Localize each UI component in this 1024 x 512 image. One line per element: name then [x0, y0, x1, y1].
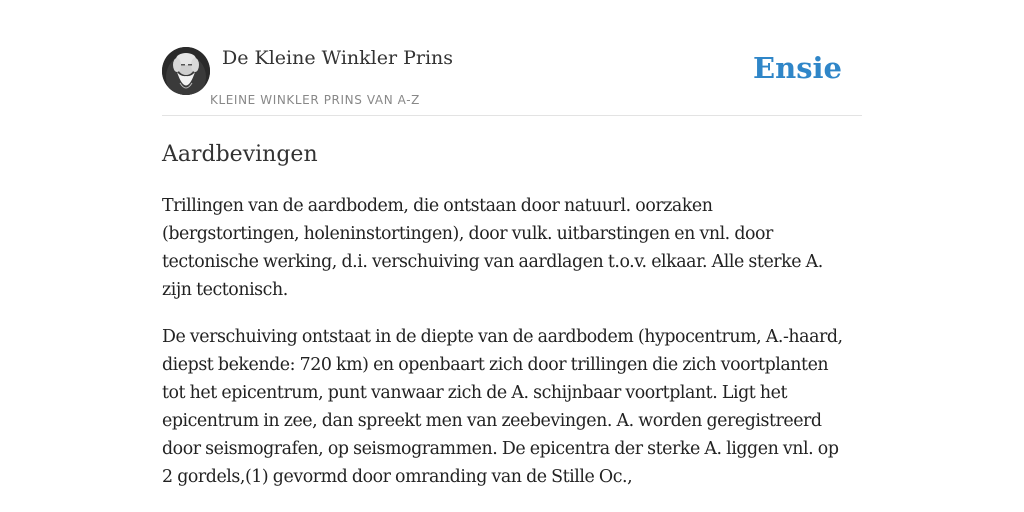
source-title-link[interactable]: De Kleine Winkler Prins	[222, 47, 454, 69]
text-line: diepst bekende: 720 km) en openbaart zich door trillingen die zich voortplanten	[162, 355, 829, 375]
text-line: Trillingen van de aardbodem, die ontstaan door natuurl. oorzaken	[162, 196, 713, 216]
header	[162, 0, 862, 116]
article-body	[162, 192, 862, 510]
article-title: Aardbevingen	[162, 142, 318, 167]
text-line: zijn tectonisch.	[162, 280, 288, 300]
text-line: tot het epicentrum, punt vanwaar zich de A. schijnbaar voortplant. Ligt het	[162, 383, 788, 403]
text-line: door seismografen, op seismogrammen. De epicentra der sterke A. liggen vnl. op	[162, 439, 839, 459]
paragraph	[162, 323, 862, 491]
text-line: tectonische werking, d.i. verschuiving van aardlagen t.o.v. elkaar. Alle sterke A.	[162, 252, 823, 272]
source-subtitle: KLEINE WINKLER PRINS VAN A-Z	[210, 93, 420, 107]
bearded-man-portrait-icon	[162, 47, 210, 95]
text-line: (bergstortingen, holeninstortingen), door vulk. uitbarstingen en vnl. door	[162, 224, 773, 244]
text-line: 2 gordels,(1) gevormd door omranding van de Stille Oc.,	[162, 467, 633, 487]
text-line: epicentrum in zee, dan spreekt men van zeebevingen. A. worden geregistreerd	[162, 411, 822, 431]
text-line: De verschuiving ontstaat in de diepte van de aardbodem (hypocentrum, A.-haard,	[162, 327, 843, 347]
page	[162, 0, 862, 512]
source-avatar[interactable]	[162, 47, 210, 95]
paragraph	[162, 192, 862, 304]
brand-logo-link[interactable]: Ensie	[753, 51, 842, 85]
